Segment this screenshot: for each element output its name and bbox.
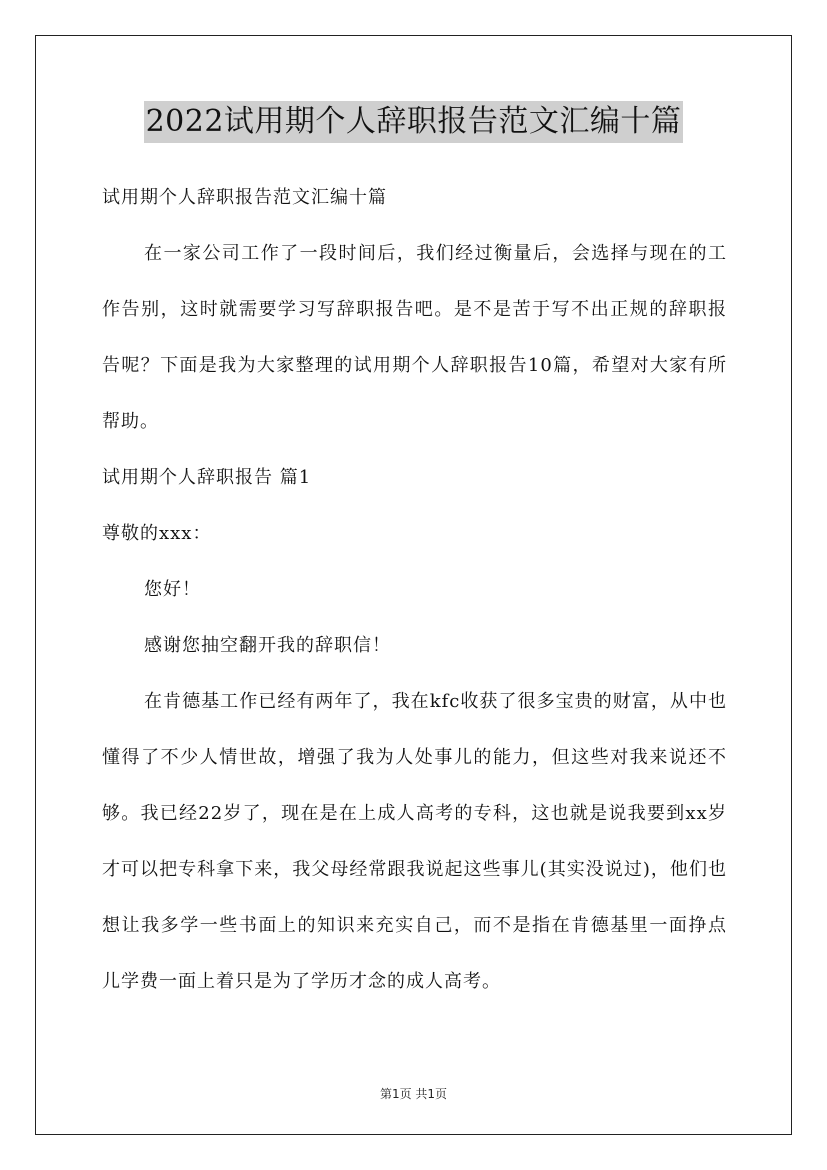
- section-heading: 试用期个人辞职报告 篇1: [102, 467, 312, 488]
- page-footer: 第1页 共1页: [379, 1087, 448, 1101]
- paragraph: 试用期个人辞职报告范文汇编十篇: [102, 187, 387, 208]
- paragraph: 感谢您抽空翻开我的辞职信！: [144, 635, 391, 656]
- title-wrap: [0, 101, 827, 143]
- paragraph: 在一家公司工作了一段时间后，我们经过衡量后，会选择与现在的工作告别，这时就需要学习写辞职报告吧。是不是苦于写不出正规的辞职报告呢？下面是我为大家整理的试用期个人辞职报告10篇，希望对大家有所帮助。: [102, 243, 727, 432]
- greeting: 您好！: [144, 579, 201, 600]
- salutation: 尊敬的xxx：: [102, 523, 212, 544]
- document-title: 2022试用期个人辞职报告范文汇编十篇: [144, 101, 684, 143]
- paragraph: 在肯德基工作已经有两年了，我在kfc收获了很多宝贵的财富，从中也懂得了不少人情世故，增强了我为人处事儿的能力，但这些对我来说还不够。我已经22岁了，现在是在上成人高考的专科，这也就是说我要到xx岁才可以把专科拿下来，我父母经常跟我说起这些事儿(其实没说过)，他们也想让我多学一些书面上的知识来充实自己，而不是指在肯德基里一面挣点儿学费一面上着只是为了学历才念的成人高考。: [102, 691, 727, 992]
- document-body: [102, 170, 727, 1010]
